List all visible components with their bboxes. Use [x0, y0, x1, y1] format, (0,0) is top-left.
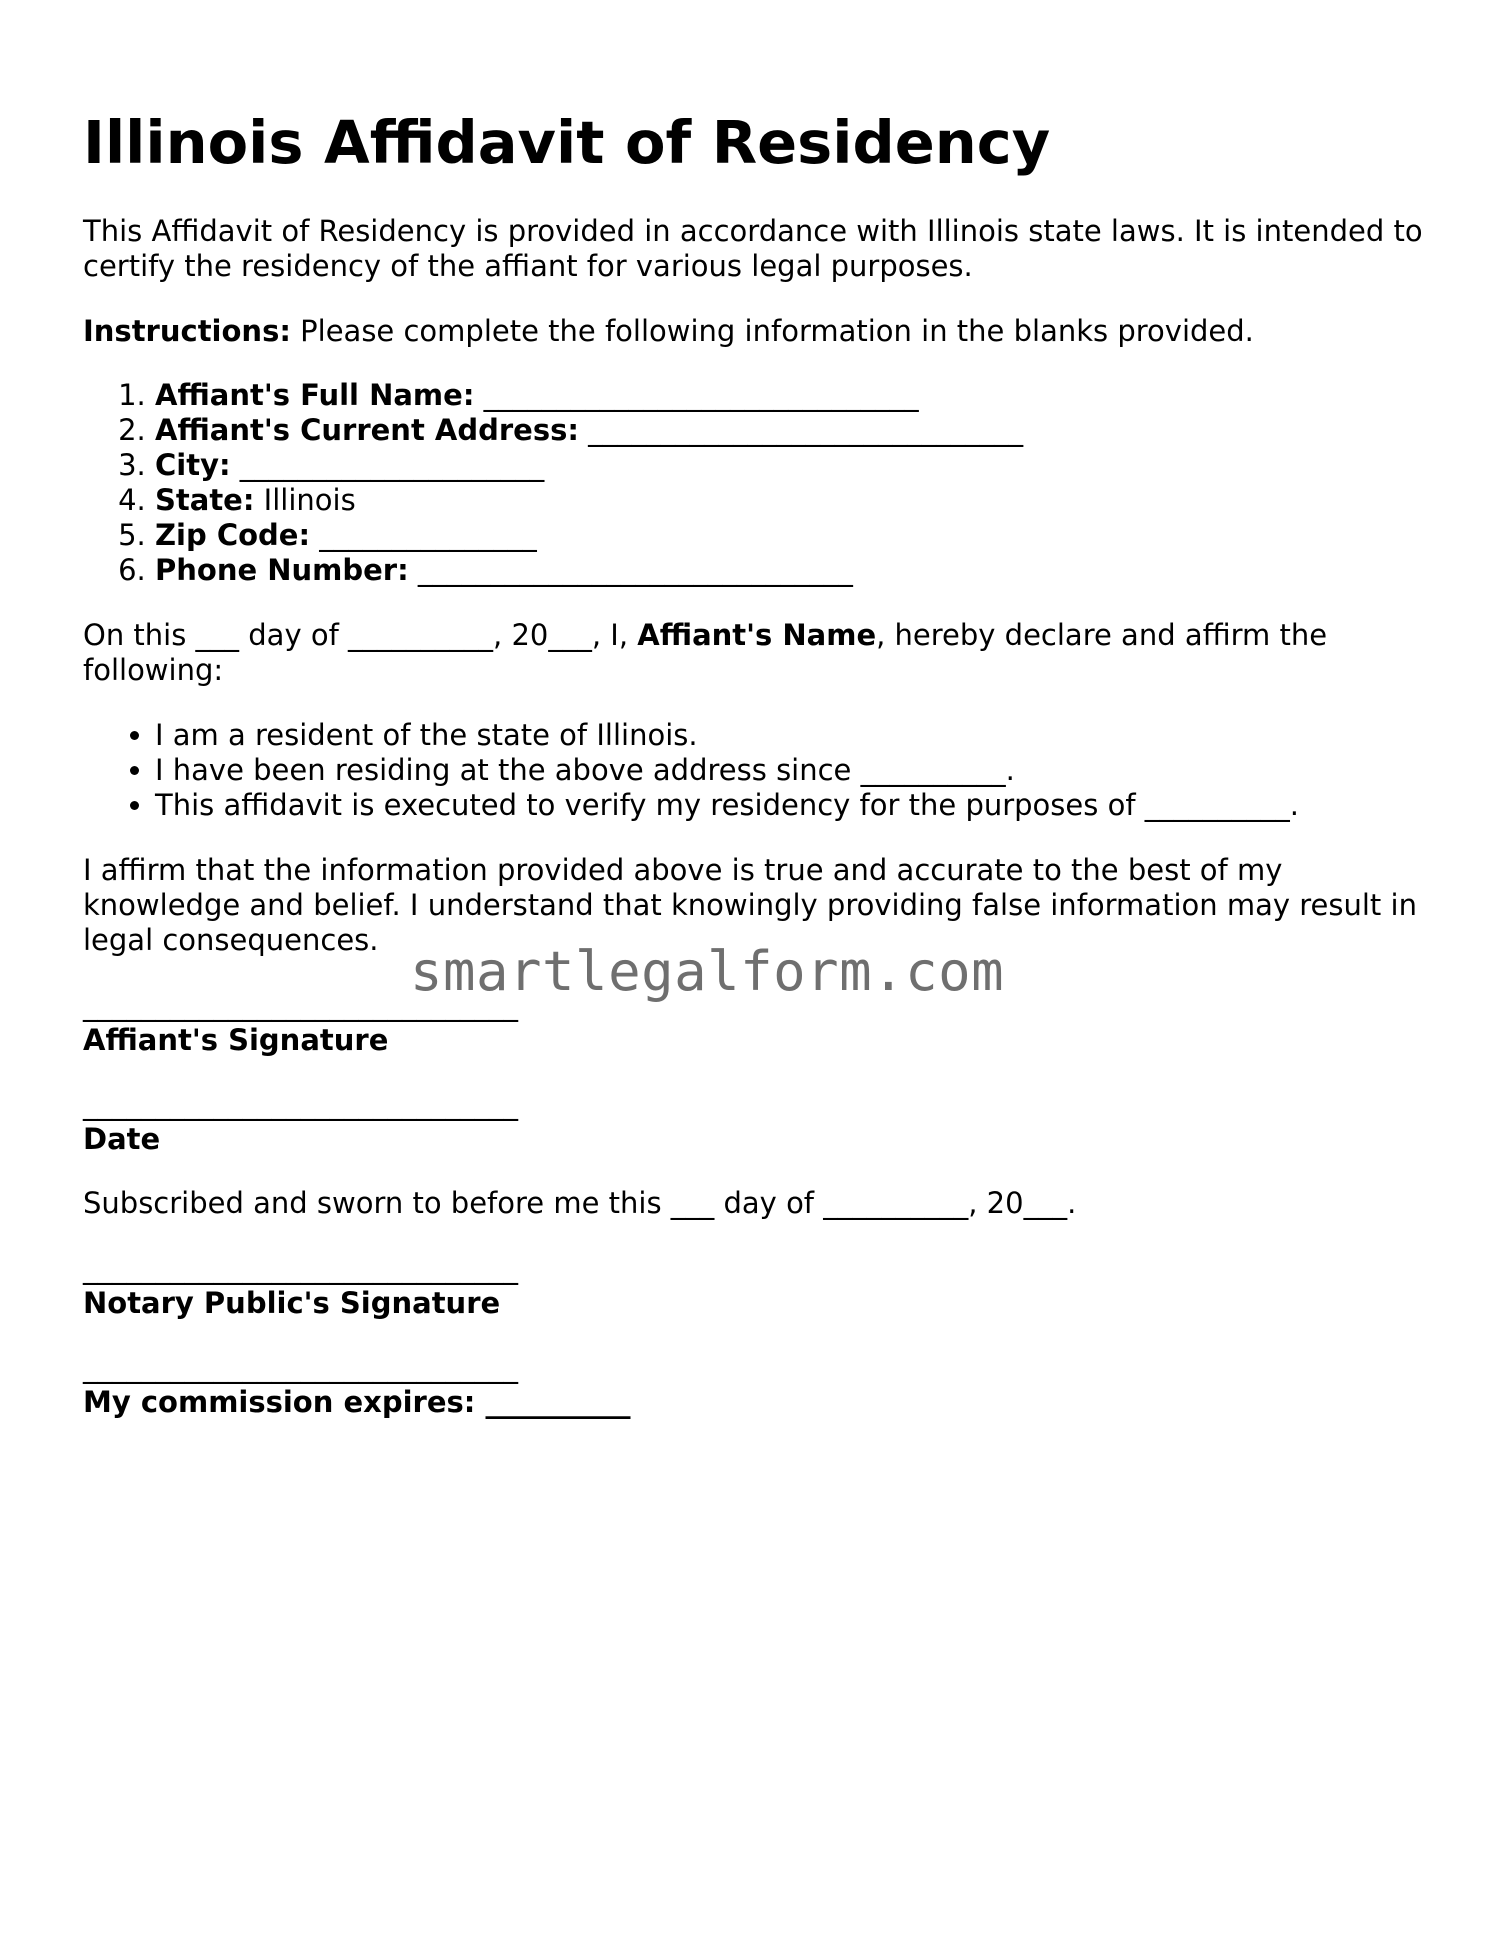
watermark-text: smartlegalform.com	[410, 940, 1005, 1003]
signature-line: ______________________________	[83, 1350, 518, 1384]
affirmation-paragraph: I affirm that the information provided above is true and accurate to the best of my knowledge and belief. I understand that knowingly providing false information may result in legal consequences.	[83, 853, 1417, 957]
declaration-paragraph	[83, 618, 1423, 688]
commission-expires	[83, 1385, 1423, 1420]
field-label: Zip Code:	[155, 518, 311, 552]
sworn-statement: Subscribed and sworn to before me this ___ day of __________, 20___.	[83, 1186, 1077, 1220]
instructions-paragraph	[83, 314, 1423, 349]
field-value: _____________________	[230, 448, 545, 482]
signature-line: ______________________________	[83, 1087, 518, 1121]
declaration-after: , hereby declare and affirm the following:	[83, 618, 1328, 687]
commission-label: My commission expires:	[83, 1385, 476, 1419]
signature-line: ______________________________	[83, 1251, 518, 1285]
commission-value: __________	[475, 1385, 631, 1419]
date-block	[83, 1087, 1423, 1157]
document-title: Illinois Affidavit of Residency	[83, 108, 1051, 177]
field-value: _______________	[310, 518, 537, 552]
field-value: Illinois	[254, 483, 356, 517]
statement-item: • I have been residing at the above address since __________.	[155, 753, 1495, 788]
info-fields-list	[83, 378, 1495, 588]
field-label: Affiant's Full Name:	[155, 378, 475, 412]
field-label: Affiant's Current Address:	[155, 413, 579, 447]
signature-line: ______________________________	[83, 988, 518, 1022]
field-full-name	[155, 378, 1495, 413]
field-current-address	[155, 413, 1495, 448]
declaration-affiant-name: Affiant's Name	[637, 618, 877, 652]
commission-block	[83, 1350, 1423, 1420]
date-label: Date	[83, 1122, 161, 1156]
field-value: ______________________________	[408, 553, 853, 587]
field-city	[155, 448, 1495, 483]
notary-signature-block	[83, 1251, 1423, 1321]
field-label: City:	[155, 448, 231, 482]
notary-signature-label: Notary Public's Signature	[83, 1286, 501, 1320]
field-label: State:	[155, 483, 255, 517]
field-state	[155, 483, 1495, 518]
instructions-label: Instructions:	[83, 314, 291, 348]
field-value: ______________________________	[578, 413, 1024, 447]
statements-list	[83, 718, 1495, 823]
intro-paragraph: This Affidavit of Residency is provided in accordance with Illinois state laws. It is intended to certify the residency of the affiant for various legal purposes.	[83, 214, 1423, 283]
field-label: Phone Number:	[155, 553, 409, 587]
field-phone-number	[155, 553, 1495, 588]
affiant-signature-label: Affiant's Signature	[83, 1023, 389, 1057]
statement-item: • I am a resident of the state of Illinois.	[155, 718, 1495, 753]
statement-item: • This affidavit is executed to verify my residency for the purposes of __________.	[155, 788, 1495, 823]
field-zip-code	[155, 518, 1495, 553]
instructions-text: Please complete the following information in the blanks provided.	[290, 314, 1254, 348]
declaration-before: On this ___ day of __________, 20___, I,	[83, 618, 638, 652]
field-value: ______________________________	[474, 378, 919, 412]
